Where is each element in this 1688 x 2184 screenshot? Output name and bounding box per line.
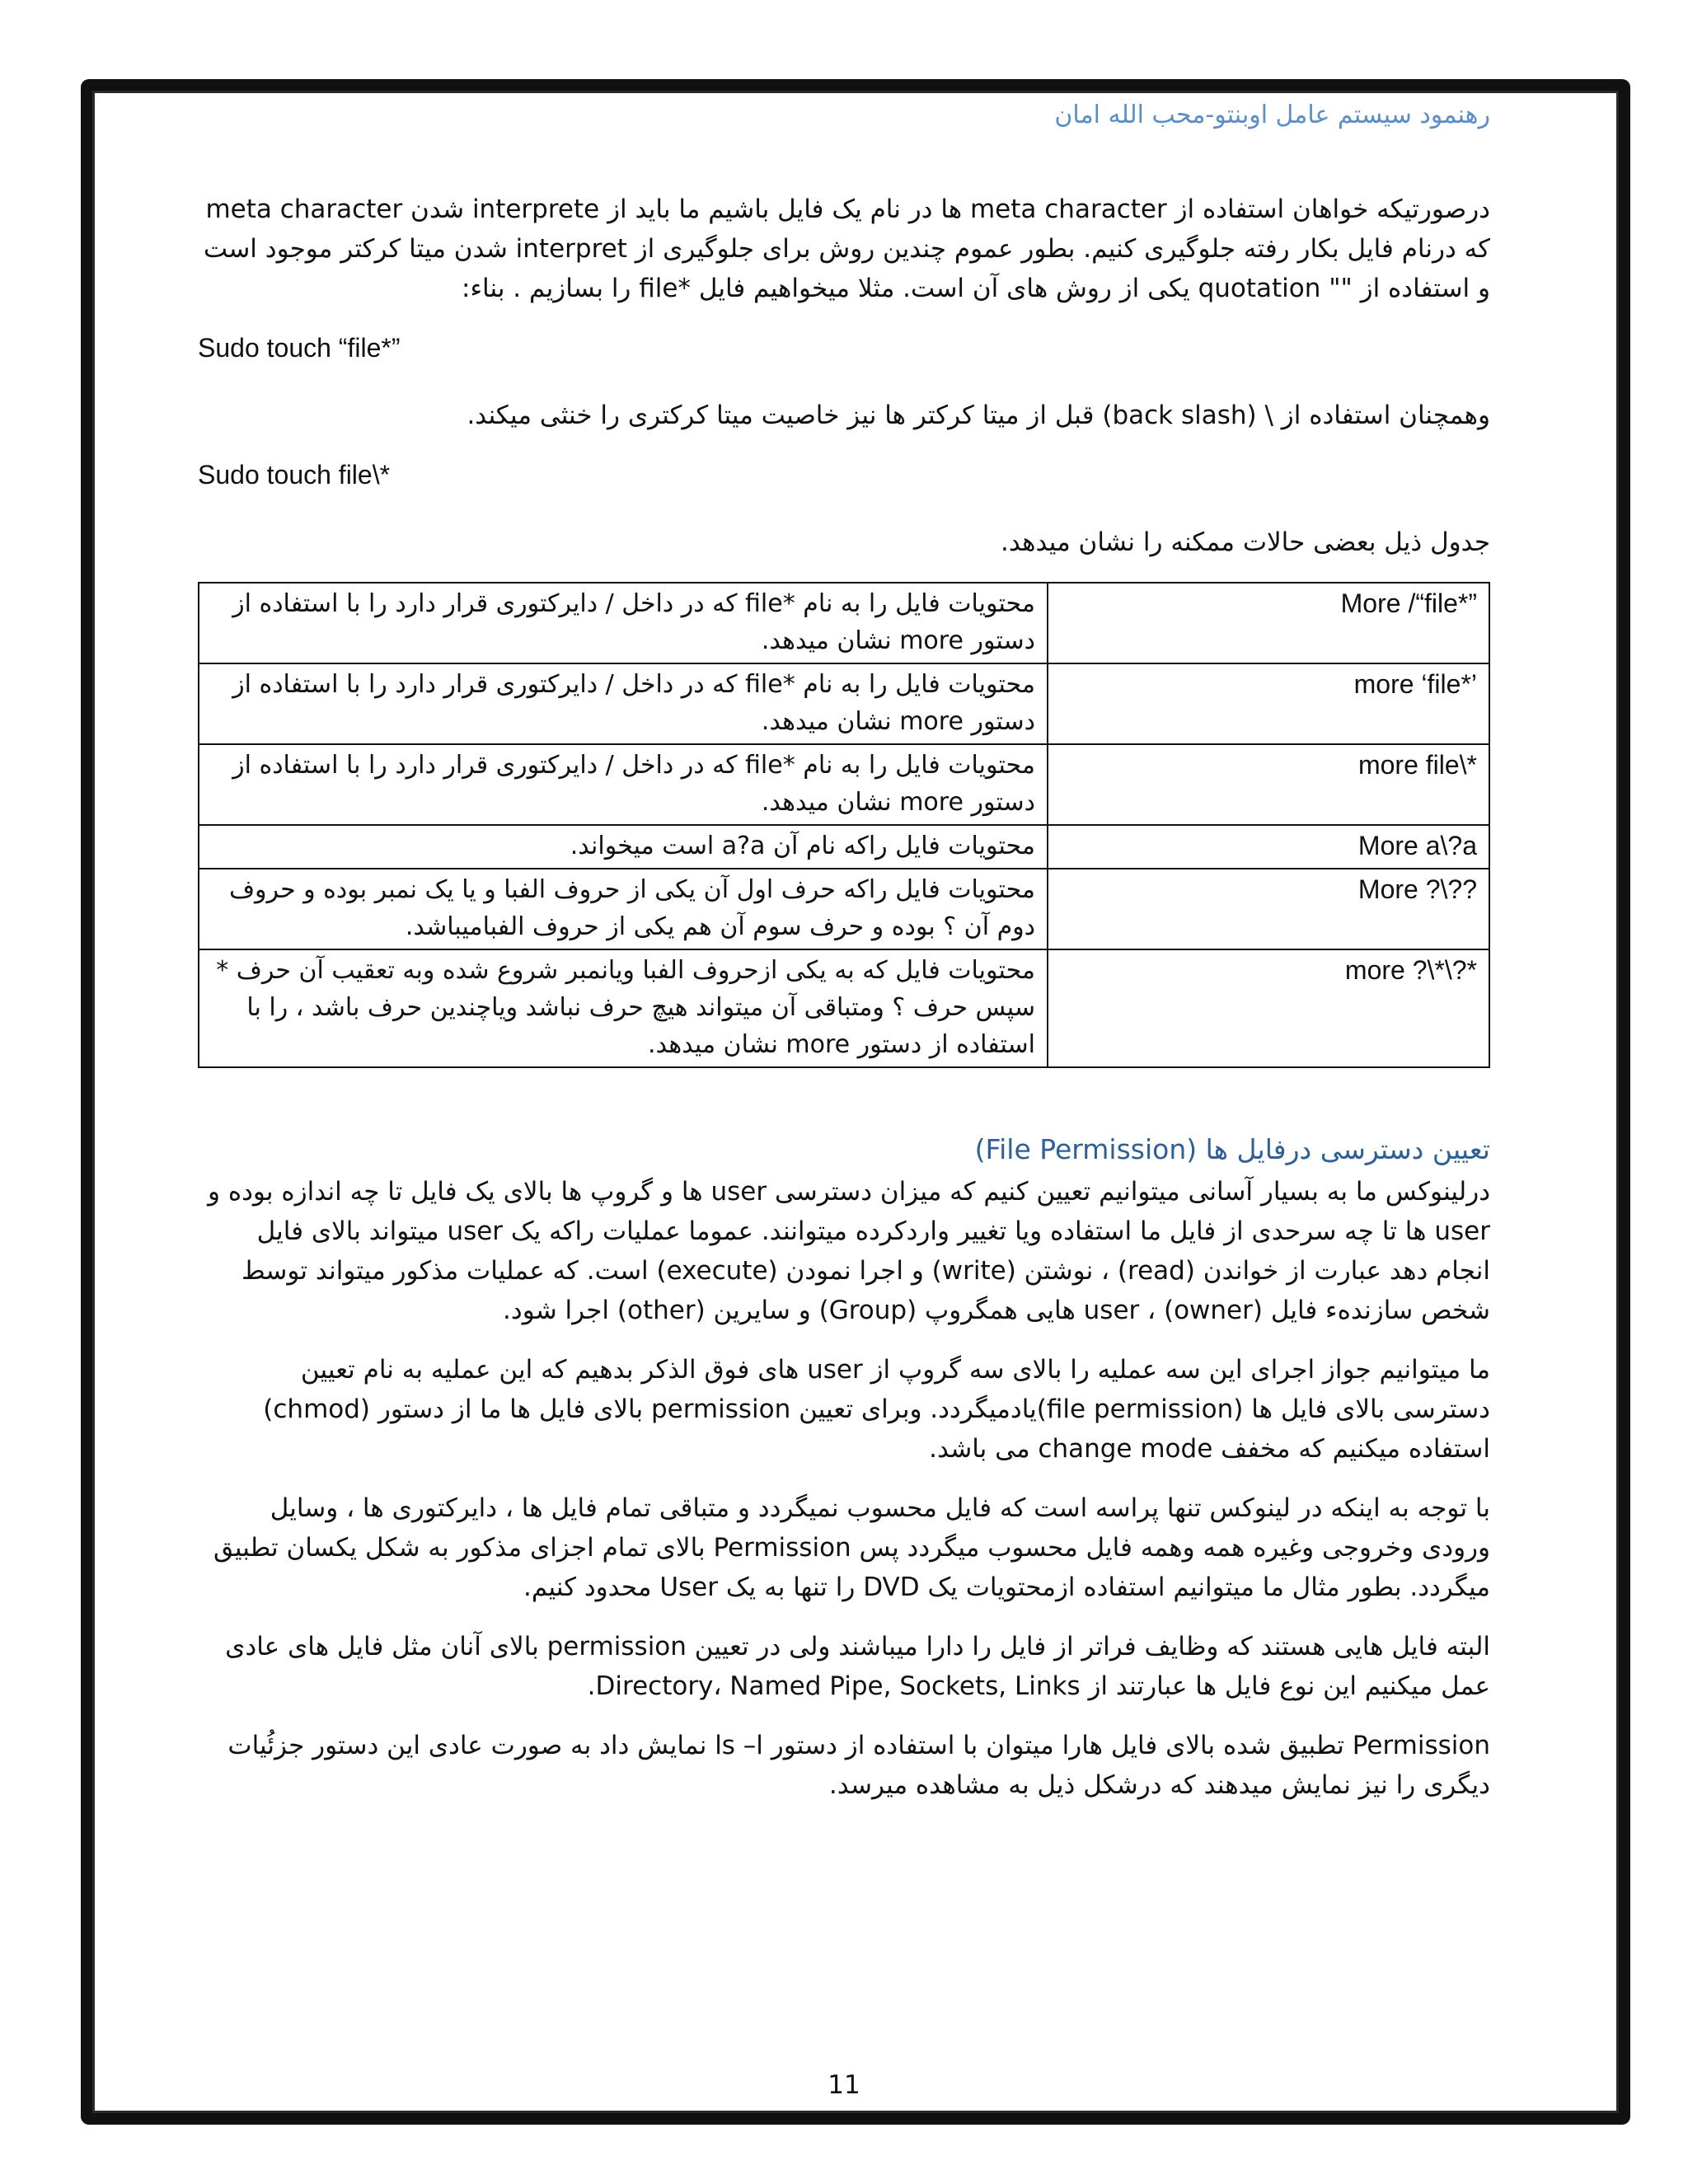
- running-header: رهنمود سیستم عامل اوبنتو-محب الله امان: [1054, 101, 1490, 129]
- table-cell-description: محتویات فایل راکه حرف اول آن یکی از حروف الفبا و یا یک نمبر بوده و حروف دوم آن ؟ بوده و حرف سوم آن هم یکی از حروف الفبامیباشد.: [199, 869, 1048, 949]
- page-number: 11: [828, 2070, 860, 2100]
- table-cell-command: More a\?a: [1048, 825, 1489, 869]
- command-example-backslash: Sudo touch file\*: [198, 460, 391, 490]
- command-example-quotes: Sudo touch “file*”: [198, 333, 401, 363]
- table-row: [199, 825, 1489, 869]
- table-row: [199, 869, 1489, 949]
- paragraph-meta-character: درصورتیکه خواهان استفاده از meta character ها در نام یک فایل باشیم ما باید از interprete شدن meta character که درنام فایل بکار رفته جلوگیری کنیم. بطور عموم چندین روش برای جلوگیری از interpret شدن میتا کرکتر موجود است و استفاده از "" quotation یکی از روش های آن است. مثلا میخواهیم فایل *file را بسازیم . بناء:: [203, 194, 1490, 303]
- table-row: [199, 949, 1489, 1067]
- table-cell-command: More /“file*”: [1048, 583, 1489, 663]
- more-commands-table: [198, 582, 1490, 1068]
- table-row: [199, 663, 1489, 744]
- paragraph-table-intro: جدول ذیل بعضی حالات ممکنه را نشان میدهد.: [1001, 527, 1490, 557]
- table-cell-description: محتویات فایل که به یکی ازحروف الفبا ویانمبر شروع شده وبه تعقیب آن حرف * سپس حرف ؟ ومتباقی آن میتواند هیچ حرف نباشد ویاچندین حرف باشد ، را با استفاده از دستور more نشان میدهد.: [199, 949, 1048, 1067]
- table-cell-command: more file\*: [1048, 744, 1489, 825]
- table-cell-command: More ?\??: [1048, 869, 1489, 949]
- table-row: [199, 583, 1489, 663]
- paragraph-chmod: ما میتوانیم جواز اجرای این سه عملیه را بالای سه گروپ از user های فوق الذکر بدهیم که این عملیه به نام تعیین دسترسی بالای فایل ها (file permission)یادمیگردد. وبرای تعیین permission بالای فایل ها ما از دستور (chmod) استفاده میکنیم که مخفف change mode می باشد.: [263, 1355, 1490, 1464]
- paragraph-everything-is-file: با توجه به اینکه در لینوکس تنها پراسه است که فایل محسوب نمیگردد و متباقی تمام فایل ها ، دایرکتوری ها ، وسایل ورودی وخروجی وغیره همه وهمه فایل محسوب میگردد پس Permission بالای تمام اجزای مذکور به شکل یکسان تطبیق میگردد. بطور مثال ما میتوانیم استفاده ازمحتویات یک DVD را تنها به یک User محدود کنیم.: [213, 1493, 1490, 1602]
- main-content: [198, 190, 1490, 1825]
- table-cell-command: more ‘file*’: [1048, 663, 1489, 744]
- table-cell-description: محتویات فایل را به نام *file که در داخل / دایرکتوری قرار دارد را با استفاده از دستور more نشان میدهد.: [199, 663, 1048, 744]
- paragraph-permission-intro: درلینوکس ما به بسیار آسانی میتوانیم تعیین کنیم که میزان دسترسی user ها و گروپ ها بالای یک فایل تا چه اندازه بوده و user ها تا چه سرحدی از فایل ما استفاده ویا تغییر واردکرده میتوانند. عموما عملیات راکه یک user میتواند بالای فایل انجام دهد عبارت از خواندن (read) ، نوشتن (write) و اجرا نمودن (execute) است. که عملیات مذکور میتواند توسط شخص سازندهء فایل (owner) ، user هایی همگروپ (Group) و سایرین (other) اجرا شود.: [208, 1177, 1490, 1325]
- section-heading-file-permission: تعیین دسترسی درفایل ها (File Permission): [974, 1133, 1490, 1165]
- paragraph-ls-l: Permission تطبیق شده بالای فایل هارا میتوان با استفاده از دستور ls –l نمایش داد به صورت عادی این دستور جزئُیات دیگری را نیز نمایش میدهند که درشکل ذیل به مشاهده میرسد.: [227, 1731, 1490, 1800]
- table-cell-description: محتویات فایل را به نام *file که در داخل / دایرکتوری قرار دارد را با استفاده از دستور more نشان میدهد.: [199, 744, 1048, 825]
- table-cell-description: محتویات فایل راکه نام آن a?a است میخواند.: [199, 825, 1048, 869]
- paragraph-special-files: البته فایل هایی هستند که وظایف فراتر از فایل را دارا میباشند ولی در تعیین permission بالای آنان مثل فایل های عادی عمل میکنیم این نوع فایل ها عبارتند از Directory، Named Pipe, Sockets, Links.: [225, 1632, 1490, 1701]
- paragraph-backslash: وهمچنان استفاده از \ (back slash) قبل از میتا کرکتر ها نیز خاصیت میتا کرکتری را خنثی میکند.: [467, 401, 1490, 430]
- table-cell-description: محتویات فایل را به نام *file که در داخل / دایرکتوری قرار دارد را با استفاده از دستور more نشان میدهد.: [199, 583, 1048, 663]
- table-row: [199, 744, 1489, 825]
- table-cell-command: more ?\*\?*: [1048, 949, 1489, 1067]
